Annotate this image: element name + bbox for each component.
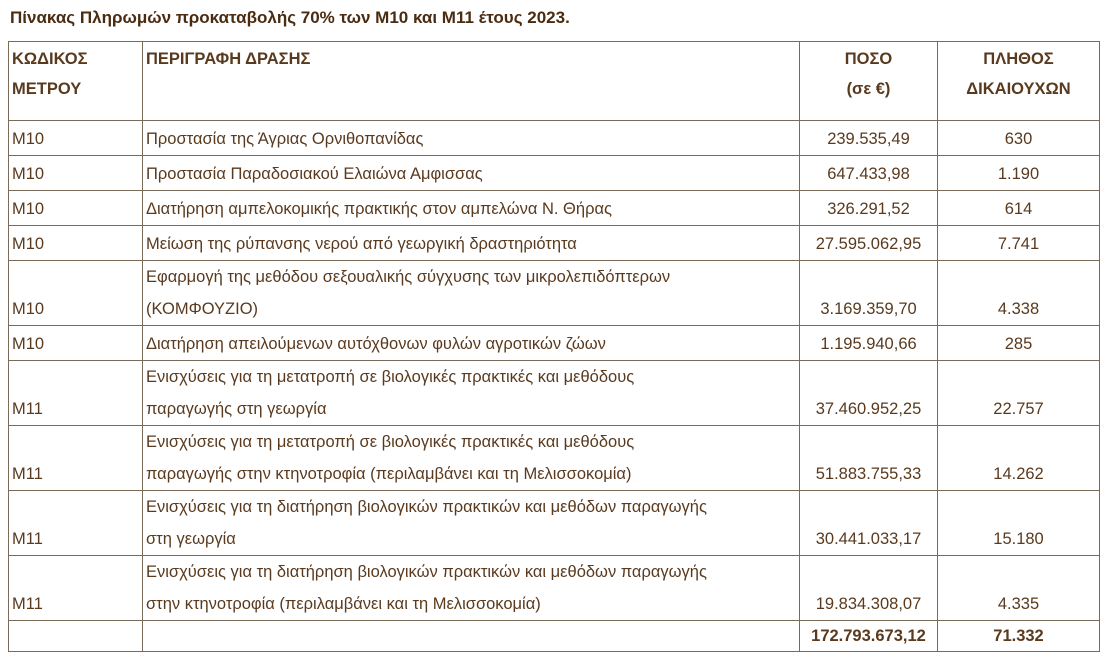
header-row [9,42,1100,121]
table-row [9,556,1100,621]
row-code: M11 [9,556,143,621]
row-description: Διατήρηση αμπελοκομικής πρακτικής στον αμπελώνα Ν. Θήρας [143,191,800,226]
table-row [9,491,1100,556]
row-code: M10 [9,226,143,261]
row-count: 1.190 [938,156,1100,191]
row-description: Προστασία της Άγριας Ορνιθοπανίδας [143,121,800,156]
header-code-line1: ΚΩΔΙΚΟΣ [12,50,88,68]
header-amount-line1: ΠΟΣΟ [844,50,893,68]
row-description [143,491,800,556]
row-amount: 51.883.755,33 [800,426,938,491]
header-code-line2: ΜΕΤΡΟΥ [12,80,82,98]
row-amount: 647.433,98 [800,156,938,191]
row-description: Διατήρηση απειλούμενων αυτόχθονων φυλών αγροτικών ζώων [143,326,800,361]
row-amount: 27.595.062,95 [800,226,938,261]
row-code: M11 [9,361,143,426]
row-amount: 326.291,52 [800,191,938,226]
row-description: Μείωση της ρύπανσης νερού από γεωργική δραστηριότητα [143,226,800,261]
table-row [9,426,1100,491]
row-code: M10 [9,121,143,156]
header-amount-line2: (σε €) [846,80,891,98]
header-code [9,42,143,121]
row-amount: 30.441.033,17 [800,491,938,556]
row-description [143,426,800,491]
row-code: M10 [9,261,143,326]
row-code: M10 [9,326,143,361]
row-description [143,261,800,326]
row-amount: 19.834.308,07 [800,556,938,621]
header-description: ΠΕΡΙΓΡΑΦΗ ΔΡΑΣΗΣ [143,42,800,121]
row-count: 14.262 [938,426,1100,491]
table-row [9,156,1100,191]
table-row [9,261,1100,326]
row-code: M11 [9,491,143,556]
table-row [9,121,1100,156]
row-description-line1: Ενισχύσεις για τη διατήρηση βιολογικών πρακτικών και μεθόδων παραγωγής [146,498,707,516]
row-count: 15.180 [938,491,1100,556]
row-description [143,556,800,621]
total-amount: 172.793.673,12 [800,621,938,652]
row-description-line2: παραγωγής στην κτηνοτροφία (περιλαμβάνει και τη Μελισσοκομία) [146,465,632,483]
row-description-line2: παραγωγής στη γεωργία [146,400,327,418]
header-amount [800,42,938,121]
row-description [143,361,800,426]
header-count [938,42,1100,121]
row-description: Προστασία Παραδοσιακού Ελαιώνα Αμφισσας [143,156,800,191]
total-count: 71.332 [938,621,1100,652]
row-description-line2: στην κτηνοτροφία (περιλαμβάνει και τη Μελισσοκομία) [146,595,541,613]
row-code: M10 [9,191,143,226]
row-description-line1: Εφαρμογή της μεθόδου σεξουαλικής σύγχυσης των μικρολεπιδόπτερων [146,268,671,286]
table-row [9,191,1100,226]
totals-code-empty [9,621,143,652]
page-title: Πίνακας Πληρωμών προκαταβολής 70% των Μ10 και Μ11 έτους 2023. [10,8,570,27]
header-count-line1: ΠΛΗΘΟΣ [983,50,1054,68]
row-amount: 37.460.952,25 [800,361,938,426]
table-row [9,361,1100,426]
row-description-line2: στη γεωργία [146,530,236,548]
row-description-line2: (ΚΟΜΦΟΥΖΙΟ) [146,300,259,318]
row-description-line1: Ενισχύσεις για τη μετατροπή σε βιολογικές πρακτικές και μεθόδους [146,368,635,386]
row-count: 614 [938,191,1100,226]
row-description-line1: Ενισχύσεις για τη μετατροπή σε βιολογικές πρακτικές και μεθόδους [146,433,635,451]
payments-table [8,41,1100,652]
row-count: 22.757 [938,361,1100,426]
row-count: 285 [938,326,1100,361]
row-count: 7.741 [938,226,1100,261]
header-count-line2: ΔΙΚΑΙΟΥΧΩΝ [966,80,1071,98]
row-count: 4.338 [938,261,1100,326]
row-code: M10 [9,156,143,191]
row-amount: 3.169.359,70 [800,261,938,326]
row-count: 630 [938,121,1100,156]
row-description-line1: Ενισχύσεις για τη διατήρηση βιολογικών πρακτικών και μεθόδων παραγωγής [146,563,707,581]
row-amount: 1.195.940,66 [800,326,938,361]
totals-row [9,621,1100,652]
table-row [9,326,1100,361]
row-count: 4.335 [938,556,1100,621]
row-code: M11 [9,426,143,491]
totals-description-empty [143,621,800,652]
row-amount: 239.535,49 [800,121,938,156]
table-row [9,226,1100,261]
